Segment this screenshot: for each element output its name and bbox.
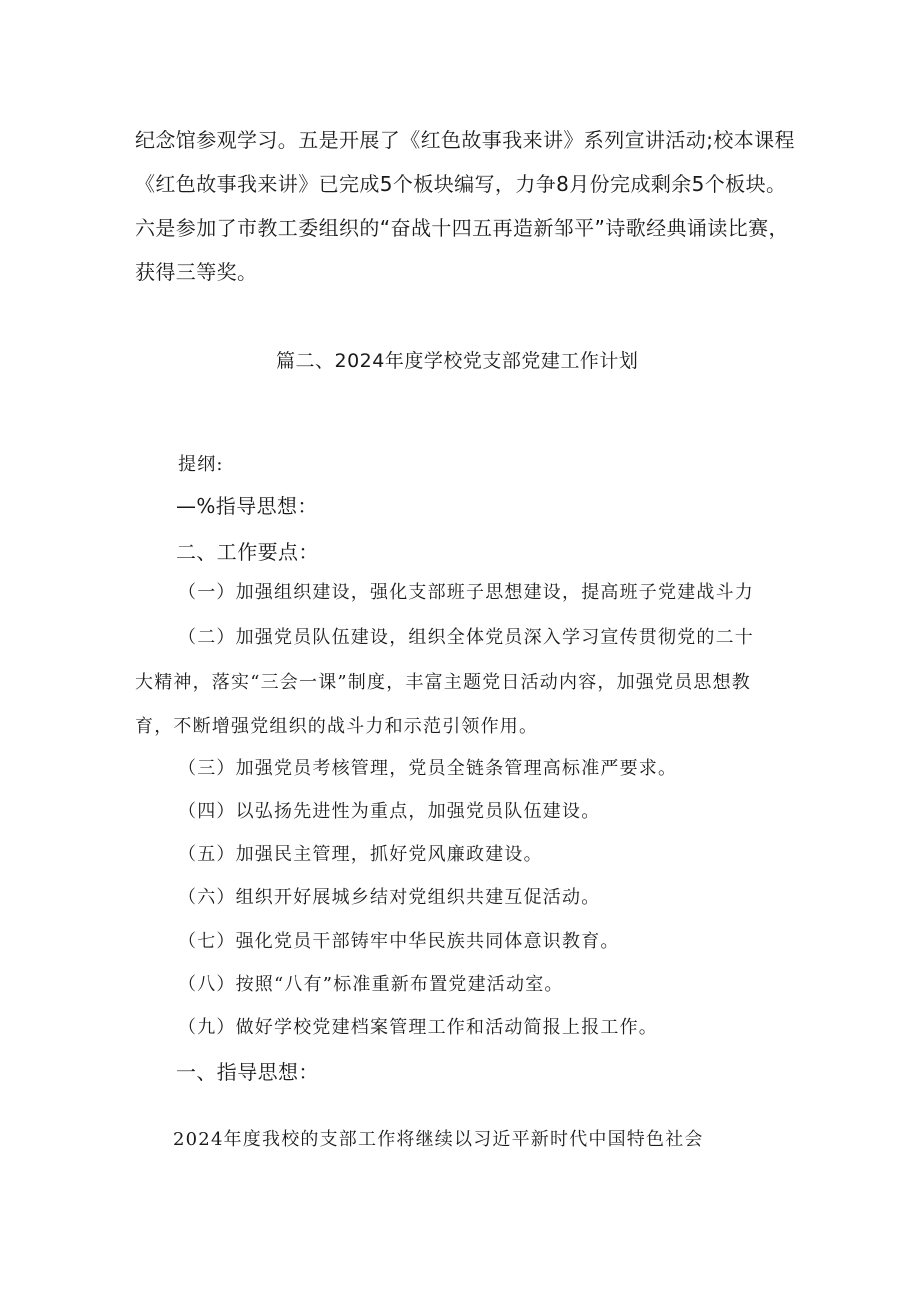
- intro-line: 获得三等奖。: [135, 260, 258, 284]
- list-item: （四）以弘扬先进性为重点，加强党员队伍建设。: [178, 801, 601, 822]
- list-item-continuation: 大精神，落实“三会一课”制度，丰富主题党日活动内容，加强党员思想教: [135, 672, 752, 693]
- outline-heading-work-points: 二、工作要点：: [176, 540, 319, 564]
- intro-line: 六是参加了市教工委组织的“奋战十四五再造新邹平”诗歌经典诵读比赛，: [135, 216, 789, 240]
- heading-guiding-thought: 一、指导思想：: [176, 1060, 319, 1084]
- section-title: 篇二、2024年度学校党支部党建工作计划: [276, 350, 639, 372]
- list-item: （九）做好学校党建档案管理工作和活动简报上报工作。: [178, 1017, 658, 1038]
- list-item-continuation: 育，不断增强党组织的战斗力和示范引领作用。: [135, 716, 539, 737]
- list-item: （五）加强民主管理，抓好党风廉政建设。: [178, 844, 543, 865]
- outline-heading-guiding-thought: —%指导思想：: [176, 494, 318, 518]
- body-paragraph-line: 2024年度我校的支部工作将继续以习近平新时代中国特色社会: [173, 1129, 704, 1150]
- outline-label: 提纲:: [178, 454, 224, 475]
- list-item: （二）加强党员队伍建设，组织全体党员深入学习宣传贯彻党的二十: [178, 627, 754, 648]
- intro-line: 纪念馆参观学习。五是开展了《红色故事我来讲》系列宣讲活动;校本课程: [135, 128, 795, 152]
- intro-line: 《红色故事我来讲》已完成5个板块编写，力争8月份完成剩余5个板块。: [135, 172, 787, 196]
- list-item: （三）加强党员考核管理，党员全链条管理高标准严要求。: [178, 758, 678, 779]
- list-item: （八）按照“八有”标准重新布置党建活动室。: [178, 974, 564, 995]
- list-item: （七）强化党员干部铸牢中华民族共同体意识教育。: [178, 931, 620, 952]
- list-item: （一）加强组织建设，强化支部班子思想建设，提高班子党建战斗力: [178, 582, 754, 603]
- list-item: （六）组织开好展城乡结对党组织共建互促活动。: [178, 887, 601, 908]
